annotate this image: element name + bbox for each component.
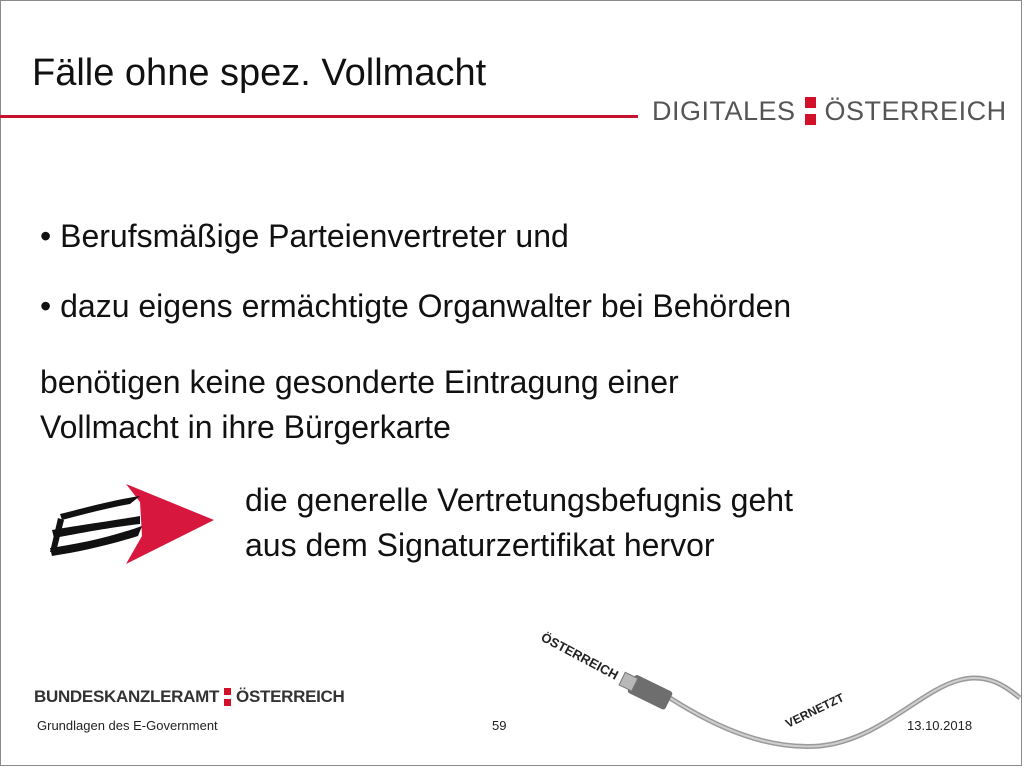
usb-cable-icon <box>520 620 1024 768</box>
ministry-mark-icon <box>224 688 231 706</box>
page-number: 59 <box>492 718 507 733</box>
bundeskanzleramt-logo <box>34 686 345 708</box>
brand-right-text: ÖSTERREICH <box>824 95 1007 126</box>
brand-left-text: DIGITALES <box>652 95 796 126</box>
bullet-item: • dazu eigens ermächtigte Organwalter bei Behörden <box>40 288 792 324</box>
ministry-left-text: BUNDESKANZLERAMT <box>34 687 220 706</box>
ministry-right-text: ÖSTERREICH <box>236 687 345 706</box>
conclusion-line: aus dem Signaturzertifikat hervor <box>245 527 715 563</box>
paragraph-line: benötigen keine gesonderte Eintragung einer <box>40 364 679 400</box>
footer-date: 13.10.2018 <box>907 718 973 733</box>
body-paragraph <box>40 360 980 450</box>
arrow-icon <box>44 478 219 568</box>
graphic-label-top: ÖSTERREICH <box>538 629 621 683</box>
title-underline <box>0 115 638 118</box>
bullet-item: • Berufsmäßige Parteienvertreter und <box>40 218 569 254</box>
conclusion-line: die generelle Vertretungsbefugnis geht <box>245 482 793 518</box>
graphic-label-bottom: VERNETZT <box>783 690 847 731</box>
slide-title: Fälle ohne spez. Vollmacht <box>32 52 487 94</box>
paragraph-line: Vollmacht in ihre Bürgerkarte <box>40 409 451 445</box>
conclusion-text <box>245 478 793 568</box>
brand-mark-icon <box>805 97 816 125</box>
digitales-oesterreich-logo <box>652 90 1007 132</box>
footer-course-title: Grundlagen des E-Government <box>37 718 218 733</box>
